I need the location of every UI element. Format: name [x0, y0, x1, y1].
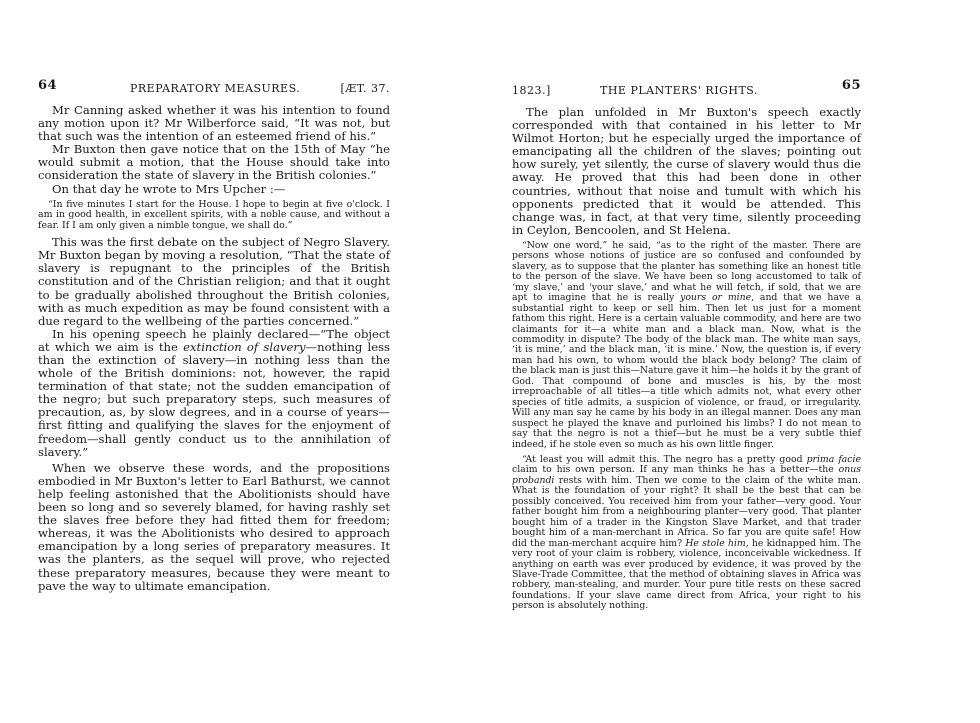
left-page-body	[38, 104, 390, 593]
text-run: , and that we have a substantial right to keep or sell him. Then let us just for a moment fathom this right. Here is a certain valuable commodity, and here are two claimants for it—a white man and a black man. Now, what is the commodity in dispute? The body of the black man. The white man says, ‘it is mine,’ and the black man, ‘it is mine.’ Now, the question is, if every man had his own, to whom would the black body belong? The claim of the black man is just this—Nature gave it him—he holds it by the grant of God. That compound of bone and muscles is his, by the most irreproachable of all titles—a title which admits not, what every other species of title admits, a suspicion of violence, or fraud, or irregularity. Will any man say he came by his body in an illegal manner. Does any man suspect he played the knave and purloined his limbs? I do not mean to say that the negro is not a thief—but he must be a very subtle thief indeed, if he stole even so much as his own little finger.	[512, 292, 861, 450]
right-page-body	[512, 106, 861, 612]
paragraph: Mr Canning asked whether it was his intention to found any motion upon it? Mr Wilberforce said, “It was not, but that such was the intention of an esteemed friend of his.”	[38, 103, 390, 144]
page-number: 64	[38, 78, 58, 93]
emphasis: onus probandi	[512, 464, 861, 486]
speech-quote	[512, 455, 861, 612]
right-page	[512, 80, 861, 617]
age-reference: [ÆT. 37.	[340, 82, 390, 95]
page-number: 65	[841, 78, 861, 93]
paragraph: On that day he wrote to Mrs Upcher :—	[52, 181, 286, 196]
text-run: , he kidnapped him. The very root of your claim is robbery, violence, inconceivable wickedness. If anything on earth was ever produced by evidence, it was proved by the Slave-Trade Committee, that the method of obtaining slaves in Africa was robbery, man-stealing, and murder. Your pure title rests on these sacred foundations. If your slave came direct from Africa, your right to his person is absolutely nothing.	[512, 537, 861, 612]
left-page	[38, 78, 390, 593]
year-reference: 1823.]	[512, 84, 551, 97]
speech-quote	[512, 241, 861, 450]
paragraph	[38, 328, 390, 459]
left-page-header	[38, 78, 390, 94]
text-run: “At least you will admit this. The negro has a pretty good	[522, 454, 807, 465]
text-run: claim to his own person. If any man thinks he has a better—the	[512, 464, 839, 476]
emphasis: extinction of slavery	[183, 339, 306, 354]
letter-quote: “In five minutes I start for the House. I hope to begin at five o'clock. I am in good health, in excellent spirits, with a noble cause, and without a fear. If I am only given a nimble tongue, we shall do.”	[38, 198, 390, 231]
text-run: “Now one word,” he said, “as to the right of the master. There are persons whose notions of justice are so confused and confounded by slavery, as to suppose that the planter has something like an honest title to the person of the slave. We have been so long accustomed to talk of ‘my slave,’ and ‘your slave,’ and what he will fetch, if sold, that we are apt to imagine that he is really	[512, 239, 861, 304]
emphasis: prima facie	[806, 454, 861, 465]
right-page-header	[512, 80, 861, 96]
emphasis: yours or mine	[680, 292, 752, 304]
paragraph: Mr Buxton then gave notice that on the 15th of May “he would submit a motion, that the House should take into consideration the state of slavery in the British colonies.”	[38, 142, 390, 183]
emphasis: He stole him	[685, 537, 746, 549]
text-run: rests with him. Then we come to the claim of the white man. What is the foundation of your right? It shall be the best that can be possibly conceived. You received him from your father—very good. Your father bought him from a neighbouring planter—very good. That planter bought him of a trader in the Kingston Slave Market, and that trader bought him of a man-merchant in Africa. So far you are quite safe! How did the man-merchant acquire him?	[512, 474, 861, 549]
text-run: In his opening speech he plainly declared—“The object at which we aim is the	[38, 326, 390, 354]
paragraph: The plan unfolded in Mr Buxton's speech exactly corresponded with that contained in his letter to Mr Wilmot Horton; but he especially urged the importance of emancipating all the children of the slaves; pointing out how surely, yet silently, the curse of slavery would thus die away. He proved that this had been done in other countries, without that noise and tumult with which his opponents predicted that it would be attended. This change was, in fact, at that very time, silently proceeding in Ceylon, Bencoolen, and St Helena.	[512, 105, 861, 237]
paragraph: When we observe these words, and the propositions embodied in Mr Buxton's letter to Earl Bathurst, we cannot help feeling astonished that the Abolitionists should have been so long and so severely blamed, for having rashly set the slaves free before they had fitted them for freedom; whereas, it was the Abolitionists who desired to approach emancipation by a long series of preparatory measures. It was the planters, as the sequel will prove, who rejected these preparatory measures, because they were meant to pave the way to ultimate emancipation.	[38, 460, 390, 593]
paragraph: This was the first debate on the subject of Negro Slavery. Mr Buxton began by moving a resolution, “That the state of slavery is repugnant to the principles of the British constitution and of the Christian religion; and that it ought to be gradually abolished throughout the British colonies, with as much expedition as may be found consistent with a due regard to the wellbeing of the parties concerned.”	[38, 235, 390, 328]
running-title: PREPARATORY MEASURES.	[130, 82, 301, 95]
text-run: —nothing less than the extinction of slavery—in nothing less than the whole of the British dominions: not, however, the rapid termination of that state; not the sudden emancipation of the negro; but such preparatory steps, such measures of precaution, as, by slow degrees, and in a course of years—first fitting and qualifying the slaves for the enjoyment of freedom—shall gently conduct us to the annihilation of slavery.”	[38, 339, 390, 459]
running-title: THE PLANTERS' RIGHTS.	[600, 84, 758, 97]
